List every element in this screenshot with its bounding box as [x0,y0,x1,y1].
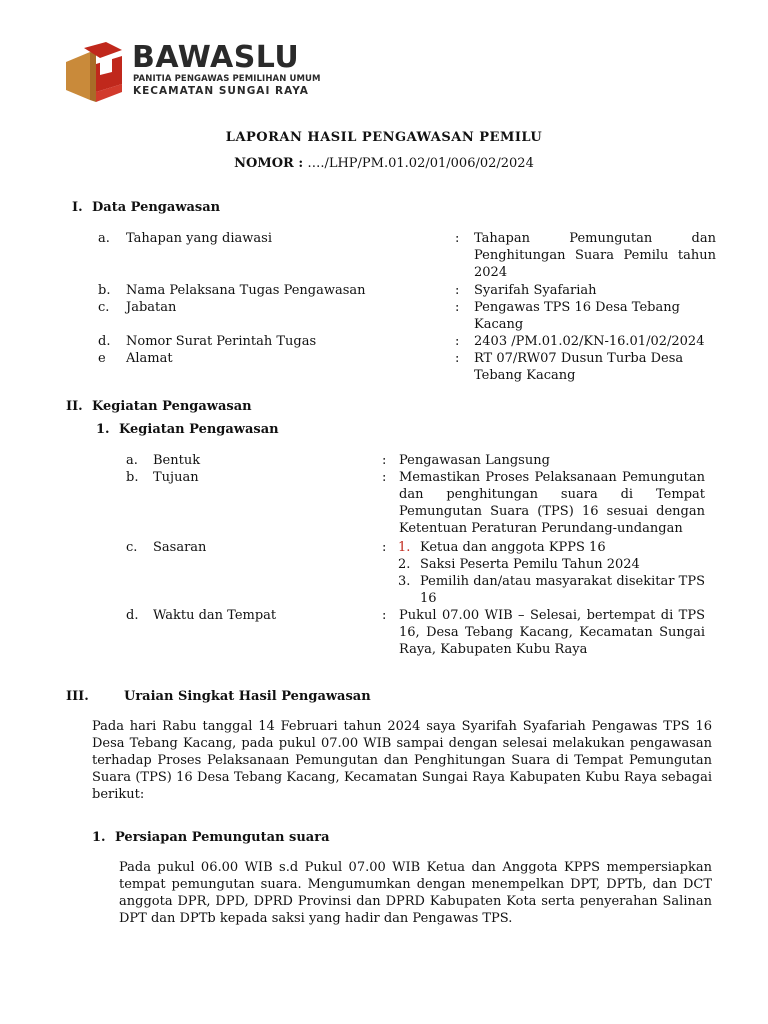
s1-row-c-colon: : [455,300,460,315]
section1-heading: Data Pengawasan [92,200,221,215]
section3-sub-heading: Persiapan Pemungutan suara [115,830,330,845]
s1-row-b-key: b. [98,283,111,298]
s1-row-a-key: a. [98,231,110,246]
section3-sub-number: 1. [92,830,106,845]
s1-row-b-colon: : [455,283,460,298]
s2-row-d-colon: : [382,608,387,623]
s1-row-d-value: 2403 /PM.01.02/KN-16.01/02/2024 [474,334,705,349]
section3-sub-paragraph: Pada pukul 06.00 WIB s.d Pukul 07.00 WIB Ketua dan Anggota KPPS mempersiapkan tempat pemungutan suara. Mengumumkan dengan menempelkan DPT, DPTb, dan DCT anggota DPR, DPD, DPRD Provinsi dan DPRD Kabupaten Kota serta penyerahan Salinan DPT dan DPTb kepada saksi yang hadir dan Pengawas TPS. [119,860,712,926]
s1-row-d-key: d. [98,334,111,349]
section3-heading: Uraian Singkat Hasil Pengawasan [124,689,371,704]
s1-row-c-key: c. [98,300,110,315]
s1-row-e-key: e [98,351,106,366]
s2-row-b-label: Tujuan [153,470,199,485]
section2-number: II. [66,399,83,414]
s1-row-a-label: Tahapan yang diawasi [126,231,272,246]
document-title: LAPORAN HASIL PENGAWASAN PEMILU [225,130,543,145]
s2-row-b-key: b. [126,470,139,485]
section3-paragraph: Pada hari Rabu tanggal 14 Februari tahun 2024 saya Syarifah Syafariah Pengawas TPS 16 Desa Tebang Kacang, pada pukul 07.00 WIB sampai dengan selesai melakukan pengawasan terhadap Proses Pelaksanaan Pemungutan dan Penghitungan Suara di Tempat Pemungutan Suara (TPS) 16 Desa Tebang Kacang, Kecamatan Sungai Raya Kabupaten Kubu Raya sebagai berikut: [92,719,712,802]
sasaran-3-number: 3. [398,574,411,589]
s1-row-d-label: Nomor Surat Perintah Tugas [126,334,317,349]
sasaran-1-text: Ketua dan anggota KPPS 16 [420,540,606,555]
s2-row-d-key: d. [126,608,139,623]
s2-row-d-value: Pukul 07.00 WIB – Selesai, bertempat di TPS 16, Desa Tebang Kacang, Kecamatan Sungai Raya, Kabupaten Kubu Raya [399,608,705,657]
s2-row-c-colon: : [382,540,387,555]
section2-sub-number: 1. [96,422,110,437]
brand-subtitle-2: KECAMATAN SUNGAI RAYA [133,85,309,97]
brand-subtitle-1: PANITIA PENGAWAS PEMILIHAN UMUM [133,74,321,84]
s2-row-c-key: c. [126,540,138,555]
s2-row-b-colon: : [382,470,387,485]
sasaran-1-number: 1. [398,540,411,555]
sasaran-2-text: Saksi Peserta Pemilu Tahun 2024 [420,557,640,572]
s1-row-c-value: Pengawas TPS 16 Desa Tebang Kacang [474,300,680,332]
s2-row-a-colon: : [382,453,387,468]
document-number [0,156,768,171]
section2-heading: Kegiatan Pengawasan [92,399,252,414]
bawaslu-logo-icon [60,42,128,106]
s2-row-a-key: a. [126,453,138,468]
s1-row-e-colon: : [455,351,460,366]
number-value: …./LHP/PM.01.02/01/006/02/2024 [307,156,534,171]
sasaran-3-text: Pemilih dan/atau masyarakat disekitar TPS 16 [420,574,705,606]
s1-row-e-label: Alamat [126,351,173,366]
s2-row-a-value: Pengawasan Langsung [399,453,550,468]
brand-name: BAWASLU [132,40,300,75]
sasaran-2-number: 2. [398,557,411,572]
section2-sub-heading: Kegiatan Pengawasan [119,422,279,437]
s2-row-b-value: Memastikan Proses Pelaksanaan Pemungutan dan penghitungan suara di Tempat Pemungutan Suara (TPS) 16 sesuai dengan Ketentuan Peraturan Perundang-undangan [399,470,705,536]
s2-row-c-label: Sasaran [153,540,207,555]
s1-row-d-colon: : [455,334,460,349]
s1-row-a-value: Tahapan Pemungutan dan Penghitungan Suara Pemilu tahun 2024 [474,231,716,280]
section1-number: I. [72,200,83,215]
s2-row-d-label: Waktu dan Tempat [153,608,277,623]
s1-row-a-colon: : [455,231,460,246]
s1-row-b-label: Nama Pelaksana Tugas Pengawasan [126,283,366,298]
s1-row-c-label: Jabatan [126,300,177,315]
number-label: NOMOR : [234,156,304,171]
s1-row-e-value: RT 07/RW07 Dusun Turba Desa Tebang Kacang [474,351,684,383]
section3-number: III. [66,689,89,704]
s1-row-b-value: Syarifah Syafariah [474,283,597,298]
s2-row-a-label: Bentuk [153,453,201,468]
